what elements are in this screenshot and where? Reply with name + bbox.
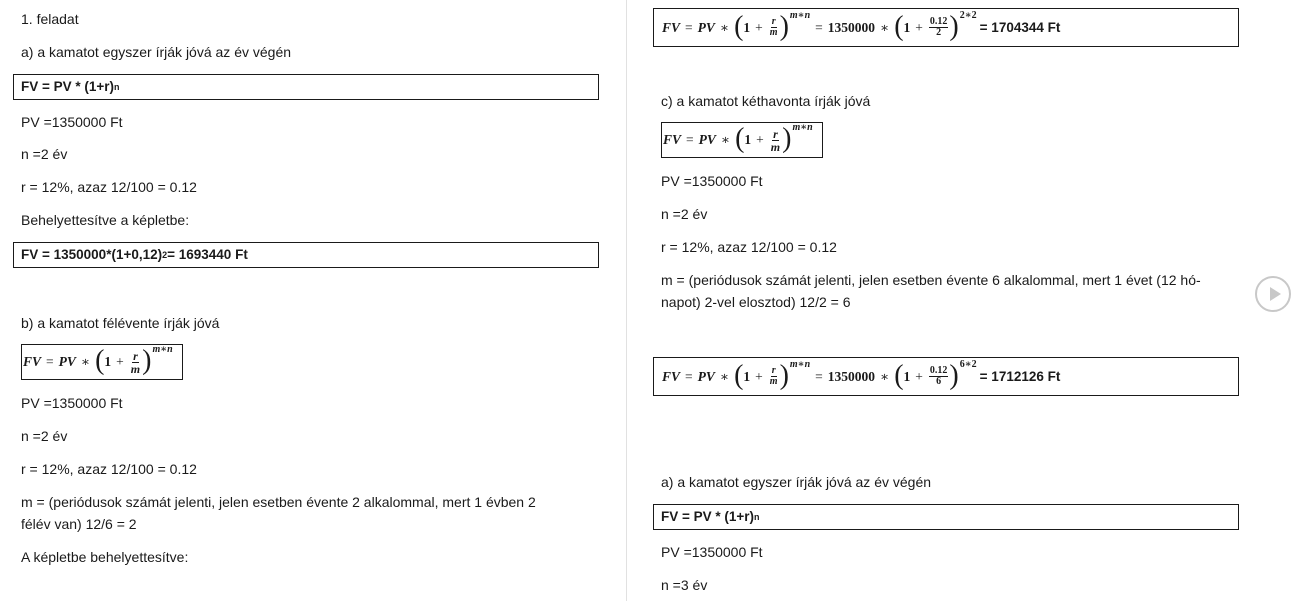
formula-exponent: m∗n <box>792 122 813 133</box>
one: 1 <box>903 368 911 384</box>
result-formula-box <box>13 242 599 268</box>
pv-symbol: PV <box>697 368 715 384</box>
pv-value: PV =1350000 Ft <box>21 395 123 411</box>
fraction-denominator: m <box>770 139 781 154</box>
plus-sign: + <box>915 19 923 35</box>
plus-sign: + <box>116 354 124 370</box>
r-value: r = 12%, azaz 12/100 = 0.12 <box>661 239 837 255</box>
pv-value: PV =1350000 Ft <box>661 544 763 560</box>
part-c-heading: c) a kamatot kéthavonta írják jóvá <box>661 93 871 109</box>
formula-exponent: n <box>754 511 760 522</box>
fraction-denominator: 2 <box>936 27 942 38</box>
plus-sign: + <box>755 368 763 384</box>
fraction-numerator: r <box>771 16 776 27</box>
n-value: n =2 év <box>661 206 708 222</box>
equals-sign: = <box>686 132 694 148</box>
pv-symbol: PV <box>697 19 715 35</box>
one: 1 <box>743 19 751 35</box>
left-paren: ( <box>734 10 744 42</box>
fraction-numerator: r <box>133 348 138 363</box>
one: 1 <box>743 368 751 384</box>
fraction <box>929 366 949 387</box>
equals-sign: = <box>46 354 54 370</box>
left-paren: ( <box>894 359 904 391</box>
formula-text: FV = PV * (1+r) <box>21 79 115 95</box>
equals-sign: = <box>815 19 823 35</box>
fv-symbol: FV <box>662 19 681 35</box>
left-paren: ( <box>734 359 744 391</box>
times-sign: ∗ <box>880 19 890 35</box>
fv-symbol: FV <box>663 132 682 148</box>
simple-interest-formula-box <box>653 504 1239 530</box>
fv-symbol: FV <box>662 368 681 384</box>
fraction <box>770 128 781 153</box>
fraction-numerator: 0.12 <box>929 16 948 27</box>
m-explanation-line: m = (periódusok számát jelenti, jelen esetben évente 2 alkalommal, mert 1 évben 2 <box>21 494 536 510</box>
times-sign: ∗ <box>719 19 730 35</box>
semiannual-result-formula-box <box>653 8 1239 47</box>
times-sign: ∗ <box>880 368 890 384</box>
one: 1 <box>903 19 911 35</box>
result-value: = 1693440 Ft <box>167 247 248 263</box>
right-paren: ) <box>779 359 789 391</box>
formula-exponent: m∗n <box>789 358 811 370</box>
amount: 1350000 <box>827 368 876 384</box>
fraction-numerator: r <box>771 365 776 376</box>
right-paren: ) <box>949 10 959 42</box>
simple-interest-formula-box <box>13 74 599 100</box>
left-paren: ( <box>95 345 105 376</box>
plus-sign: + <box>915 368 923 384</box>
right-paren: ) <box>142 345 152 376</box>
column-divider <box>626 0 627 601</box>
equals-sign: = <box>685 19 693 35</box>
bimonthly-result-formula-box <box>653 357 1239 396</box>
fraction <box>130 350 141 375</box>
n-value: n =2 év <box>21 146 68 162</box>
fraction-denominator: 6 <box>936 376 942 387</box>
fraction-denominator: m <box>769 376 778 387</box>
play-circle-icon[interactable] <box>1255 276 1291 312</box>
formula-exponent: n <box>114 81 120 92</box>
part-b-heading: b) a kamatot félévente írják jóvá <box>21 315 220 331</box>
fraction-numerator: r <box>773 126 778 141</box>
result-exponent: 2 <box>162 249 168 260</box>
fraction-denominator: m <box>130 361 141 376</box>
equals-sign: = <box>685 368 693 384</box>
formula-result: = 1704344 Ft <box>979 19 1061 35</box>
part-a-heading: a) a kamatot egyszer írják jóvá az év végén <box>21 44 292 60</box>
formula-exponent: m∗n <box>152 344 173 355</box>
fv-symbol: FV <box>23 354 42 370</box>
one: 1 <box>744 132 752 148</box>
fraction <box>929 17 949 38</box>
formula-text: FV = PV * (1+r) <box>661 509 755 525</box>
times-sign: ∗ <box>720 132 731 148</box>
n-value: n =3 év <box>661 577 708 593</box>
pv-symbol: PV <box>698 132 716 148</box>
amount: 1350000 <box>827 19 876 35</box>
right-paren: ) <box>782 123 792 154</box>
r-value: r = 12%, azaz 12/100 = 0.12 <box>21 461 197 477</box>
m-explanation-line: m = (periódusok számát jelenti, jelen esetben évente 6 alkalommal, mert 1 évet (12 hó- <box>661 272 1201 288</box>
m-explanation <box>21 493 536 533</box>
right-paren: ) <box>949 359 959 391</box>
fraction-denominator: m <box>769 27 778 38</box>
pv-value: PV =1350000 Ft <box>661 173 763 189</box>
m-explanation-line: félév van) 12/6 = 2 <box>21 516 137 532</box>
formula-exponent: 6∗2 <box>959 358 977 370</box>
one: 1 <box>104 354 112 370</box>
times-sign: ∗ <box>80 354 91 370</box>
fraction <box>769 366 779 387</box>
formula-result: = 1712126 Ft <box>979 368 1061 384</box>
fraction-numerator: 0.12 <box>929 365 948 376</box>
left-paren: ( <box>894 10 904 42</box>
plus-sign: + <box>755 19 763 35</box>
substitution-label: Behelyettesítve a képletbe: <box>21 212 190 228</box>
right-paren: ) <box>779 10 789 42</box>
task-title: 1. feladat <box>21 11 79 27</box>
left-paren: ( <box>735 123 745 154</box>
result-text: FV = 1350000*(1+0,12) <box>21 247 163 263</box>
r-value: r = 12%, azaz 12/100 = 0.12 <box>21 179 197 195</box>
compound-formula-box <box>21 344 183 380</box>
pv-symbol: PV <box>58 354 76 370</box>
n-value: n =2 év <box>21 428 68 444</box>
formula-exponent: 2∗2 <box>959 9 977 21</box>
part-a2-heading: a) a kamatot egyszer írják jóvá az év végén <box>661 474 932 490</box>
m-explanation <box>661 271 1201 311</box>
plus-sign: + <box>756 132 764 148</box>
fraction <box>769 17 779 38</box>
m-explanation-line: napot) 2-vel elosztod) 12/2 = 6 <box>661 294 851 310</box>
pv-value: PV =1350000 Ft <box>21 114 123 130</box>
equals-sign: = <box>815 368 823 384</box>
compound-formula-box <box>661 122 823 158</box>
formula-exponent: m∗n <box>789 9 811 21</box>
times-sign: ∗ <box>719 368 730 384</box>
substitution-label: A képletbe behelyettesítve: <box>21 549 189 565</box>
